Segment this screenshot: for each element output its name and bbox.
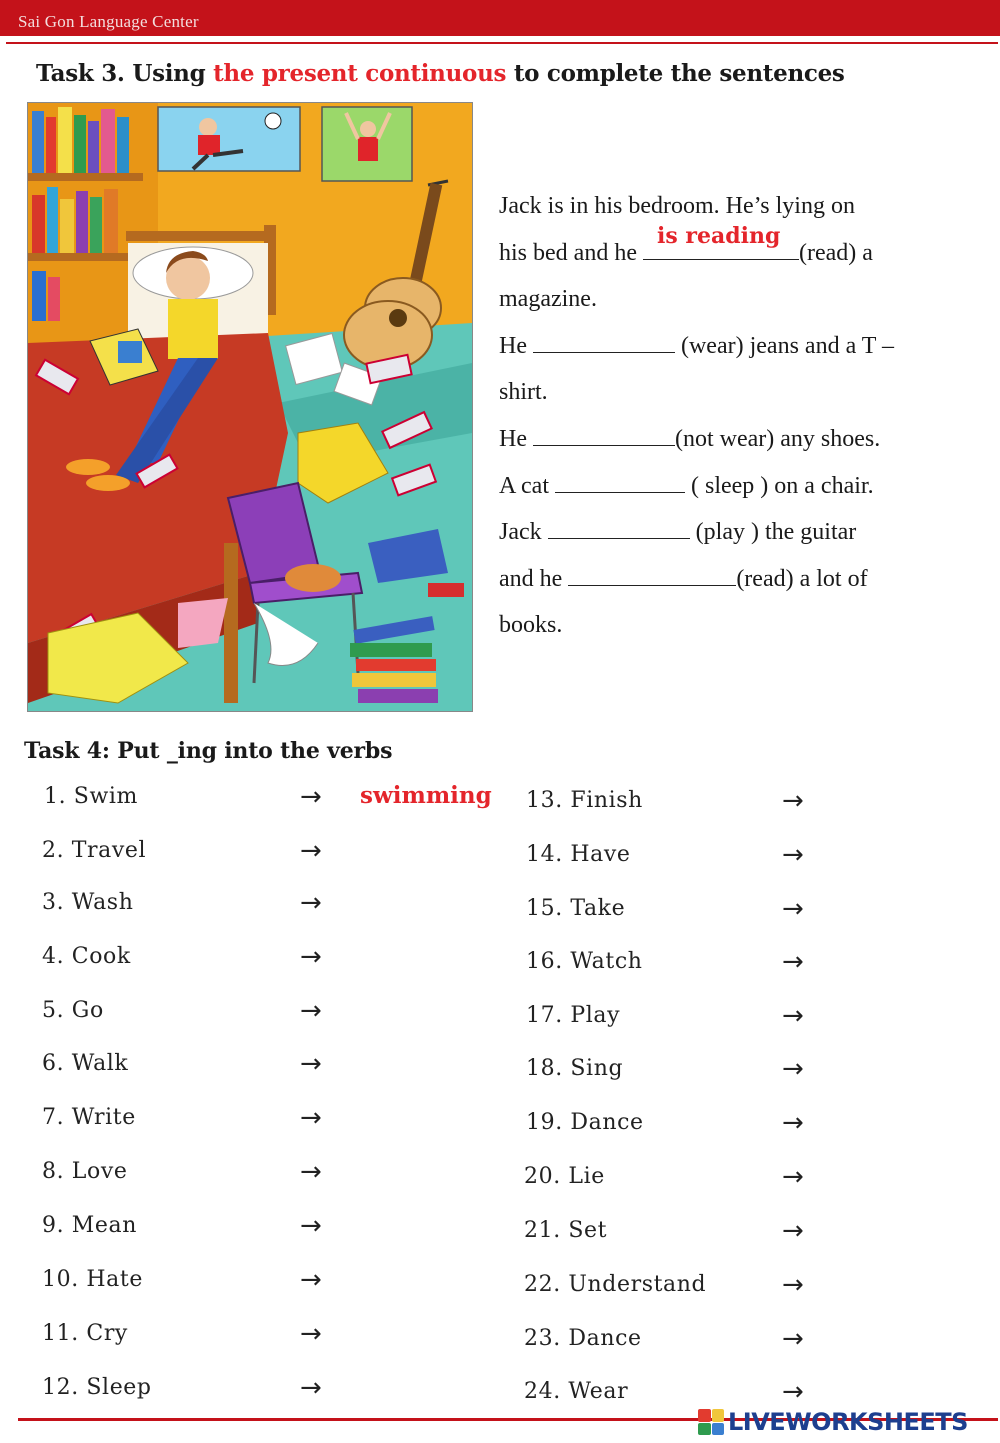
arrow-icon: → xyxy=(300,836,322,866)
passage-text: He xyxy=(499,332,533,359)
passage-text: (read) a lot of xyxy=(736,565,868,592)
passage-text: books. xyxy=(499,612,563,639)
arrow-icon: → xyxy=(782,1377,804,1407)
arrow-icon: → xyxy=(300,1157,322,1187)
task4-title: Task 4: Put _ing into the verbs xyxy=(24,738,393,764)
passage-line xyxy=(499,556,989,603)
verb-item: 8. Love xyxy=(42,1159,128,1184)
book-pile xyxy=(350,616,438,703)
verb-item: 10. Hate xyxy=(42,1267,143,1292)
liveworksheets-logo xyxy=(698,1407,968,1437)
passage-text: A cat xyxy=(499,472,555,499)
arrow-icon: → xyxy=(300,1265,322,1295)
arrow-icon: → xyxy=(300,1103,322,1133)
answer-blank-1[interactable] xyxy=(643,222,799,260)
header-divider xyxy=(6,42,998,44)
verb-item: 21. Set xyxy=(524,1218,608,1243)
passage-text: magazine. xyxy=(499,286,597,313)
task3-passage xyxy=(499,183,989,649)
arrow-icon: → xyxy=(782,1001,804,1031)
verb-item: 19. Dance xyxy=(526,1110,644,1135)
passage-text: shirt. xyxy=(499,379,548,406)
verb-item: 18. Sing xyxy=(526,1056,624,1081)
arrow-icon: → xyxy=(782,894,804,924)
verb-item: 16. Watch xyxy=(526,949,643,974)
passage-text: (read) a xyxy=(798,239,873,266)
passage-text: (play ) the guitar xyxy=(689,519,857,546)
arrow-icon: → xyxy=(782,1324,804,1354)
verb-item: 2. Travel xyxy=(42,838,147,863)
passage-line xyxy=(499,276,989,323)
verb-item: 9. Mean xyxy=(42,1213,138,1238)
arrow-icon: → xyxy=(782,1108,804,1138)
verb-item: 5. Go xyxy=(42,998,104,1023)
arrow-icon: → xyxy=(300,888,322,918)
verb-item: 14. Have xyxy=(526,842,631,867)
arrow-icon: → xyxy=(782,1216,804,1246)
task3-title-prefix: Task 3. Using xyxy=(36,60,214,87)
task3-title-suffix: to complete the sentences xyxy=(506,60,845,87)
arrow-icon: → xyxy=(300,1211,322,1241)
passage-text: (not wear) any shoes. xyxy=(674,425,881,452)
verb-item: 1. Swim xyxy=(44,784,138,809)
task3-title xyxy=(36,60,845,87)
verb-item: 11. Cry xyxy=(42,1321,128,1346)
passage-text: his bed and he xyxy=(499,239,643,266)
arrow-icon: → xyxy=(300,1049,322,1079)
football-poster xyxy=(158,107,300,171)
verb-item: 6. Walk xyxy=(42,1051,129,1076)
answer-blank-4[interactable] xyxy=(555,470,685,493)
answer-blank-6[interactable] xyxy=(568,563,736,586)
verb-item: 20. Lie xyxy=(524,1164,605,1189)
header-title: Sai Gon Language Center xyxy=(18,12,199,31)
passage-line xyxy=(499,509,989,556)
passage-line xyxy=(499,222,989,277)
arrow-icon: → xyxy=(782,1162,804,1192)
passage-text: ( sleep ) on a chair. xyxy=(684,472,874,499)
passage-line xyxy=(499,602,989,649)
verb-item: 24. Wear xyxy=(524,1379,629,1404)
passage-line xyxy=(499,323,989,370)
passage-text: and he xyxy=(499,565,569,592)
verb-item: 22. Understand xyxy=(524,1272,707,1297)
arrow-icon: → xyxy=(300,996,322,1026)
answer-blank-2[interactable] xyxy=(533,330,675,353)
verb-item: 3. Wash xyxy=(42,890,134,915)
answer-blank-5[interactable] xyxy=(548,516,690,539)
arrow-icon: → xyxy=(782,1270,804,1300)
passage-line xyxy=(499,369,989,416)
verb-item: 4. Cook xyxy=(42,944,131,969)
bedroom-illustration xyxy=(27,102,473,712)
arrow-icon: → xyxy=(300,1373,322,1403)
player-poster xyxy=(322,107,412,181)
verb-item: 7. Write xyxy=(42,1105,136,1130)
verb-item: 15. Take xyxy=(526,896,626,921)
answer-is-reading: is reading xyxy=(656,222,781,249)
verb-item: 13. Finish xyxy=(526,788,643,813)
arrow-icon: → xyxy=(300,782,322,812)
passage-text: Jack is in his bedroom. He’s lying on xyxy=(499,193,855,219)
arrow-icon: → xyxy=(782,1054,804,1084)
arrow-icon: → xyxy=(782,786,804,816)
verb-item: 12. Sleep xyxy=(42,1375,152,1400)
liveworksheets-logo-text: LIVEWORKSHEETS xyxy=(728,1408,968,1436)
verb-item: 23. Dance xyxy=(524,1326,642,1351)
liveworksheets-badge-icon xyxy=(698,1409,724,1435)
passage-text: He xyxy=(499,425,533,452)
arrow-icon: → xyxy=(300,942,322,972)
task3-title-highlight: the present continuous xyxy=(213,60,507,87)
arrow-icon: → xyxy=(300,1319,322,1349)
passage-text: (wear) jeans and a T – xyxy=(674,332,895,359)
answer-swimming: swimming xyxy=(360,782,492,809)
passage-line xyxy=(499,463,989,510)
passage-line xyxy=(499,416,989,463)
verb-item: 17. Play xyxy=(526,1003,621,1028)
passage-text: Jack xyxy=(499,519,548,546)
arrow-icon: → xyxy=(782,947,804,977)
arrow-icon: → xyxy=(782,840,804,870)
answer-blank-3[interactable] xyxy=(533,423,675,446)
